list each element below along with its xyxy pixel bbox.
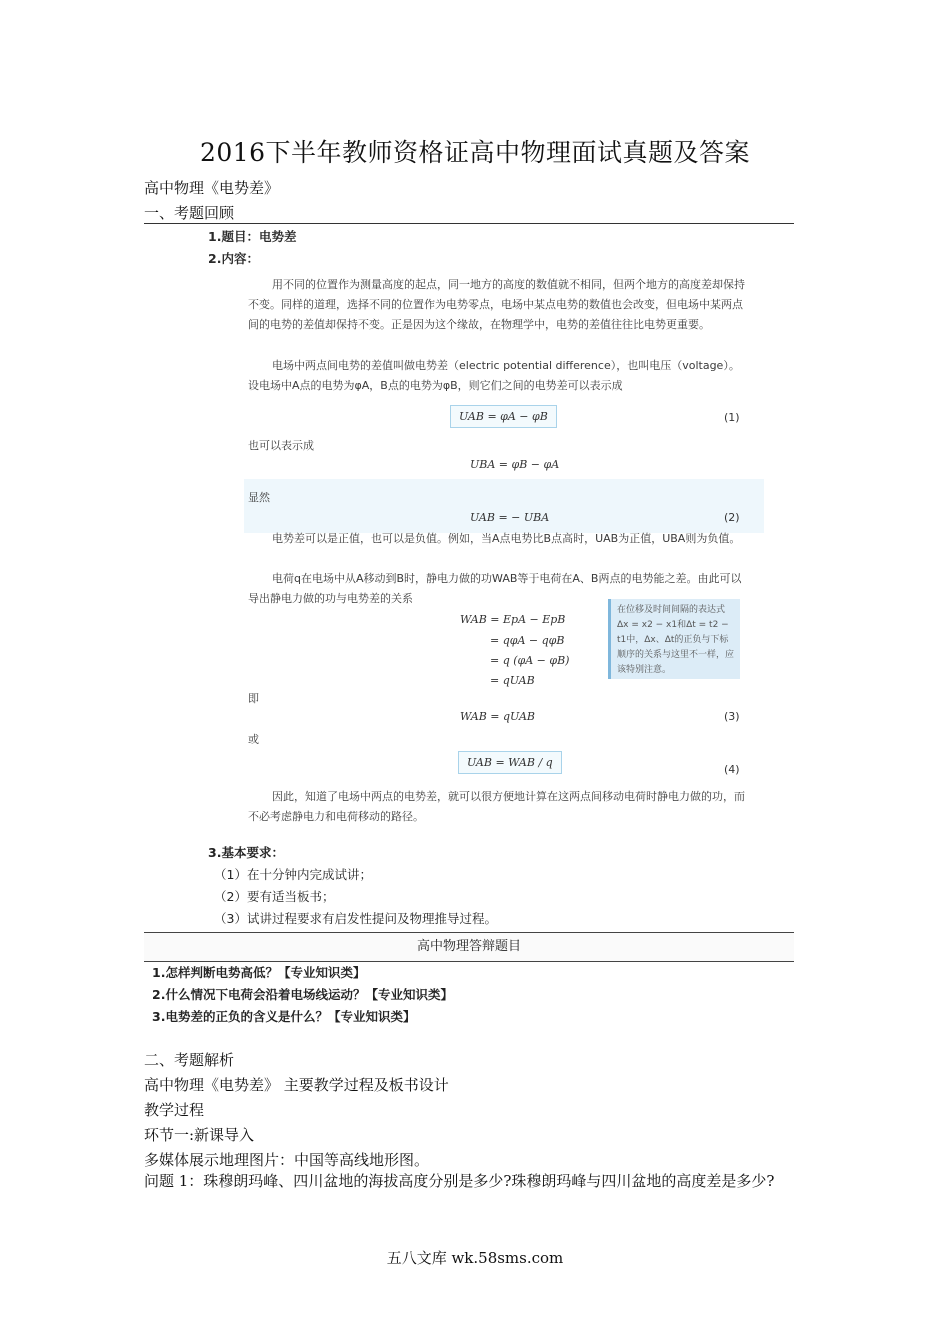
- defense-question-3: 3.电势差的正负的含义是什么？【专业知识类】: [152, 1009, 416, 1024]
- derivation-line-1: WAB = EpA − EpB: [460, 613, 566, 626]
- textbook-paragraph-3: 电势差可以是正值，也可以是负值。例如，当A点电势比B点高时，UAB为正值，UBA则为负值。: [272, 532, 741, 545]
- margin-note: 在位移及时间间隔的表达式Δx = x2 − x1和Δt = t2 − t1中，Δx、Δt的正负与下标顺序的关系与这里不一样，应该特别注意。: [608, 599, 740, 679]
- derivation-line-2: = qφA − qφB: [490, 634, 565, 647]
- derivation-line-3: = q (φA − φB): [490, 654, 570, 667]
- equation-1b: UBA = φB − φA: [470, 458, 560, 471]
- equation-3-number: (3): [724, 710, 740, 723]
- derivation-line-4: = qUAB: [490, 674, 535, 687]
- requirement-1: （1）在十分钟内完成试讲；: [214, 867, 372, 882]
- defense-question-1: 1.怎样判断电势高低？【专业知识类】: [152, 965, 366, 980]
- media-description: 多媒体展示地理图片：中国等高线地形图。: [144, 1151, 430, 1169]
- topic-label: 1.题目：电势差: [208, 229, 297, 244]
- section-heading-review: 一、考题回顾: [144, 204, 235, 222]
- section-heading-analysis: 二、考题解析: [144, 1051, 235, 1069]
- equation-2: UAB = − UBA: [470, 511, 550, 524]
- equation-4: UAB = WAB / q: [458, 751, 562, 774]
- teaching-process-label: 教学过程: [144, 1101, 205, 1119]
- question-1-text: 问题 1：珠穆朗玛峰、四川盆地的海拔高度分别是多少?珠穆朗玛峰与四川盆地的高度差是多少?: [144, 1172, 775, 1190]
- equation-2-number: (2): [724, 511, 740, 524]
- teaching-topic: 高中物理《电势差》 主要教学过程及板书设计: [144, 1076, 449, 1094]
- textbook-paragraph-2: 电场中两点间电势的差值叫做电势差（electric potential difference），也叫电压（voltage）。设电场中A点的电势为φA，B点的电势为φB，则它们之间的电势差可以表示成: [248, 359, 740, 392]
- also-text: 也可以表示成: [248, 439, 314, 452]
- defense-question-2: 2.什么情况下电荷会沿着电场线运动？【专业知识类】: [152, 987, 453, 1002]
- requirement-2: （2）要有适当板书；: [214, 889, 335, 904]
- content-label: 2.内容：: [208, 251, 259, 266]
- requirements-title: 3.基本要求：: [208, 845, 284, 860]
- lesson-subtitle: 高中物理《电势差》: [144, 179, 280, 197]
- exam-scan-image: [144, 223, 794, 1023]
- requirement-3: （3）试讲过程要求有启发性提问及物理推导过程。: [214, 911, 497, 926]
- footer-watermark: 五八文库 wk.58sms.com: [386, 1249, 564, 1267]
- highlight-band: [244, 479, 764, 533]
- document-title: 2016下半年教师资格证高中物理面试真题及答案: [199, 138, 751, 167]
- step-1-label: 环节一:新课导入: [144, 1126, 255, 1144]
- textbook-paragraph-5: 因此，知道了电场中两点的电势差，就可以很方便地计算在这两点间移动电荷时静电力做的功，而不必考虑静电力和电荷移动的路径。: [248, 790, 745, 823]
- defense-questions-header: 高中物理答辩题目: [144, 932, 794, 962]
- textbook-paragraph-1: 用不同的位置作为测量高度的起点，同一地方的高度的数值就不相同，但两个地方的高度差却保持不变。同样的道理，选择不同的位置作为电势零点，电场中某点电势的数值也会改变，但电场中某两点间的电势的差值却保持不变。正是因为这个缘故，在物理学中，电势的差值往往比电势更重要。: [248, 278, 745, 331]
- ji-text: 即: [248, 692, 259, 705]
- textbook-paragraph-4: 电荷q在电场中从A移动到B时，静电力做的功WAB等于电荷在A、B两点的电势能之差。由此可以导出静电力做的功与电势差的关系: [248, 572, 742, 605]
- huo-text: 或: [248, 733, 259, 746]
- equation-1: UAB = φA − φB: [450, 405, 557, 428]
- equation-3: WAB = qUAB: [460, 710, 535, 723]
- top-rule: [144, 223, 794, 224]
- obviously-text: 显然: [248, 491, 270, 504]
- equation-1-number: (1): [724, 411, 740, 424]
- equation-4-number: (4): [724, 763, 740, 776]
